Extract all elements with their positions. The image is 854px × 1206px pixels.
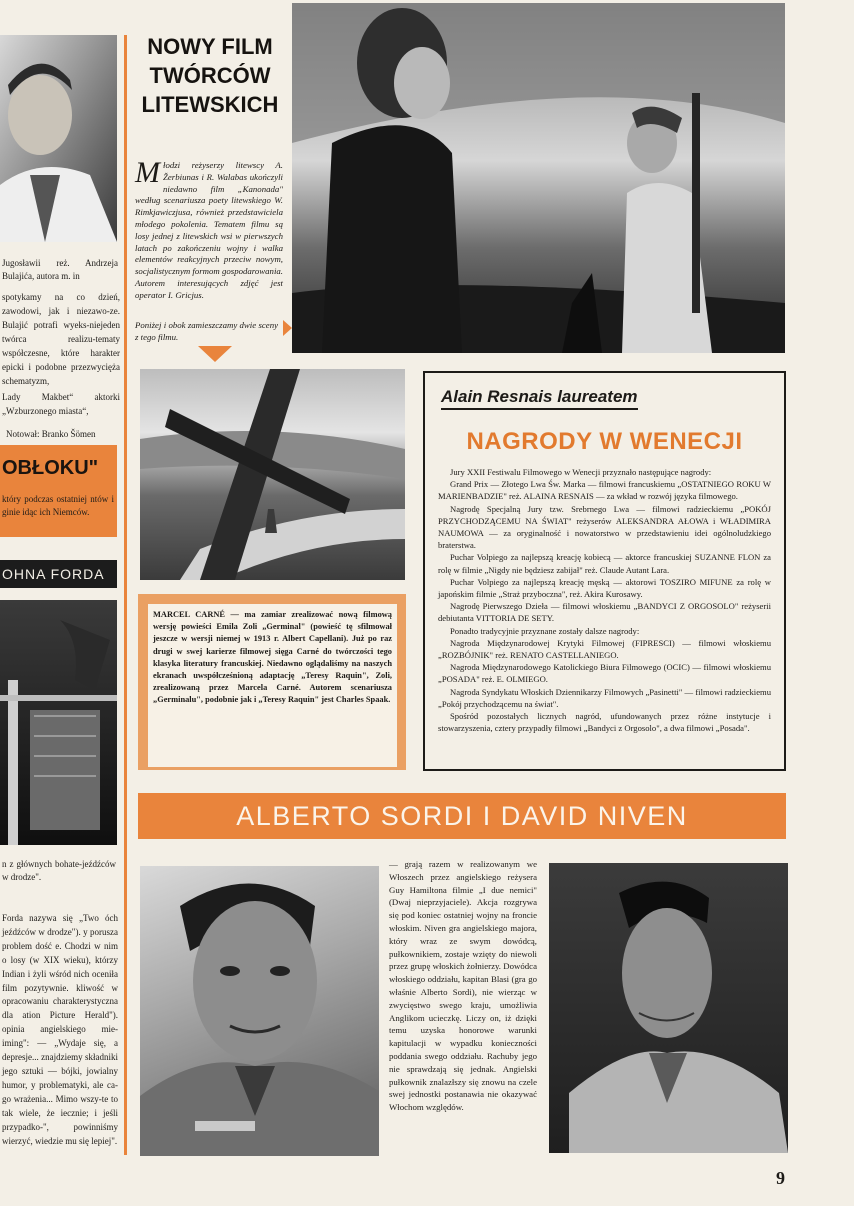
page-number: 9	[776, 1168, 785, 1188]
sordi-banner	[138, 793, 786, 839]
litwa-scene-photo-1	[292, 3, 785, 353]
venice-paragraph: Nagrodę Specjalną Jury tzw. Srebrnego Lwa — filmowi radzieckiemu „POKÓJ PRZYCHODZĄCEMU NA ŚWIAT" reżyserów ALEKSANDRA AŁOWA i WŁADIMIRA NAUMOWA — za oryginalność i nowatorstwo w przedstawieniu idei ogólnoludzkiego braterstwa.	[438, 503, 771, 551]
venice-body	[438, 466, 771, 734]
venice-title: NAGRODY W WENECJI	[466, 428, 743, 455]
venice-paragraph: Nagroda Międzynarodowej Krytyki Filmowej (FIPRESCI) — filmowi włoskiemu „ROZBÓJNIK" reż. RENATO CASTELLANIEGO.	[438, 637, 771, 661]
left-body: Forda nazywa się „Two óch jeźdźców w drodze"). y porusza problem dość e. Chodzi w nim o losy (w XIX wieku), którzy Indian i żyli wśród nich oceniła film pozytywnie. kliwość w opracowaniu charakterystyczna dla ation Picture Herald"). opinia angielskiego mie-iming": — „Wydaje się, a depresje... znajdziemy składniki jego sztuki — bójki, jowialny humor, y problematyki, ale ca-go wrażenia... Mimo wszy-te to tak wiele, że iecznie; i jeśli przypadko-", powinniśmy wierzyć, wiedzie mu się lepiej".	[2, 913, 118, 1146]
venice-paragraph: Ponadto tradycyjnie przyznane zostały dalsze nagrody:	[450, 625, 640, 636]
venice-paragraph: Puchar Volpiego za najlepszą kreację męską — aktorowi TOSZIRO MIFUNE za rolę w japońskim filmie „Straż przyboczna", reż. Akira Kurosawy.	[438, 576, 771, 600]
carne-box	[138, 594, 406, 770]
litwa-text: łodzi reżyserzy litewscy A. Žerbiunas i R. Walabas ukończyli niedawno film „Kanonada" według scenariusza poety litewskiego W. Rimkjawiczjusa, również przedstawiciela młodego pokolenia. Tematem filmu są losy jednej z litewskich wsi w pierwszych latach po zakończeniu wojny i walka elementów reakcyjnych przeciw nowym, socjalistycznym formom gospodarowania. Autorem interesujących zdjęć jest operator I. Gricjus.	[135, 160, 283, 300]
litwa-note: Poniżej i obok zamieszczamy dwie sceny z tego filmu.	[135, 320, 278, 342]
arrow-right-icon	[283, 320, 292, 336]
venice-paragraph: Nagrodę Pierwszego Dzieła — filmowi włoskiemu „BANDYCI Z ORGOSOLO" reżyserii debiutanta VITTORIA DE SETY.	[438, 601, 771, 624]
left-caption-1: Jugosławii reż. Andrzeja Bulajića, autora m. in	[2, 258, 118, 281]
venice-kicker: Alain Resnais laureatem	[441, 387, 638, 410]
left-caption-2: n z głównych bohate-jeźdźców w drodze".	[2, 859, 116, 882]
left-byline: Notował: Branko Šömen	[6, 429, 96, 439]
niven-photo	[549, 863, 788, 1153]
venice-paragraph: Puchar Volpiego za najlepszą kreację kobiecą — aktorce francuskiej SUZANNE FLON za rolę w filmie „Nigdy nie będziesz zabijał" reż. Claude Autant Lara.	[438, 552, 771, 575]
left-paragraph-2: Lady Makbet“ aktorki „Wzburzonego miasta“,	[2, 392, 120, 416]
left-paragraph-1: spotykamy na co dzień, zawodowi, jak i niezawo-ze. Bulajić potrafi wyeks-niejeden twórca realizu-tematy współczesne, które harakter epicki i podobne przezwycięża schematyzm,	[2, 292, 120, 386]
sordi-banner-title: ALBERTO SORDI I DAVID NIVEN	[236, 801, 688, 831]
portrait-photo-left	[0, 35, 117, 242]
litwa-headline-line-3: LITEWSKICH	[141, 92, 279, 117]
carne-text: MARCEL CARNÉ — ma zamiar zrealizować nową filmową wersję powieści Emila Zoli „Germinal" (powieść tę sfilmował jeszcze w wersji niemej w 1913 r. Albert Capellani). Już po raz drugi w swej karierze filmowej sięga Carné do twórczości tego klasyka literatury francuskiej. Niedawno oglądaliśmy na naszych ekranach uwspółcześnioną adaptację „Teresy Raquin", Zoli, zrealizowaną przez Marcela Carné. Autorem scenariusza „Germinalu", podobnie jak i „Teresy Raquin" jest Charles Spaak.	[148, 604, 397, 767]
arrow-down-icon	[198, 346, 232, 362]
left-orange-text: który podczas ostatniej ntów i ginie idąc ich Niemców.	[2, 494, 114, 517]
sordi-photo	[140, 866, 379, 1156]
litwa-drop-cap: M	[135, 156, 160, 189]
litwa-article	[135, 156, 283, 302]
column-rule	[124, 35, 127, 1155]
litwa-headline-line-1: NOWY FILM	[147, 34, 273, 59]
left-orange-title: OBŁOKU"	[2, 457, 99, 479]
litwa-scene-photo-2	[140, 369, 405, 580]
western-photo	[0, 600, 117, 845]
venice-paragraph: Nagroda Międzynarodowego Katolickiego Biura Filmowego (OCIC) — filmowi włoskiemu „POSADA" reż. E. OLMIEGO.	[438, 662, 771, 685]
venice-box	[423, 371, 786, 771]
venice-paragraph: Grand Prix — Złotego Lwa Św. Marka — filmowi francuskiemu „OSTATNIEGO ROKU W MARIENBADZIE" reż. ALAINA RESNAIS — za wkład w rozwój języka filmowego.	[438, 479, 771, 502]
venice-paragraph: Nagroda Syndykatu Włoskich Dziennikarzy Filmowych „Pasinetti" — filmowi radzieckiemu „Pokój przychodzącemu na świat".	[438, 686, 771, 709]
litwa-headline-line-2: TWÓRCÓW	[149, 63, 271, 88]
sordi-text: — grają razem w realizowanym we Włoszech przez angielskiego reżysera Guy Hamiltona filmie „I due nemici" (Dwaj nieprzyjaciele). Akcja rozgrywa się pod koniec ostatniej wojny na froncie włoskim. Niven gra angielskiego majora, który wraz ze swym dowódcą, pułkownikiem, zostaje wzięty do niewoli przez grupę włoskich żołnierzy. Dowódca włoskiego oddziału, kapitan Blasi (gra go właśnie Alberto Sordi), nie wierząc w zwycięstwo swego kraju, umożliwia Anglikom ucieczkę. Liczy on, iż dzięki temu uzyska honorowe warunki kapitulacji w wypadku konieczności poddania swego oddziału. Rachuby jego nie sprawdzają się jednak. Angielski pułkownik znalazłszy się znowu na czele swej jednostki postanawia nie okazywać Włochom względów.	[389, 859, 537, 1113]
litwa-headline	[140, 32, 280, 119]
left-orange-box	[0, 445, 117, 537]
left-band-title: OHNA FORDA	[2, 566, 105, 582]
venice-paragraph: Jury XXII Festiwalu Filmowego w Wenecji przyznało następujące nagrody:	[450, 467, 712, 477]
left-band	[0, 560, 117, 588]
venice-paragraph: Spośród pozostałych licznych nagród, ufundowanych przez różne instytucje i stowarzyszenia, cztery przypadły filmowi „Bandyci z Orgosolo", a dwa filmowi „Posada".	[438, 711, 771, 734]
